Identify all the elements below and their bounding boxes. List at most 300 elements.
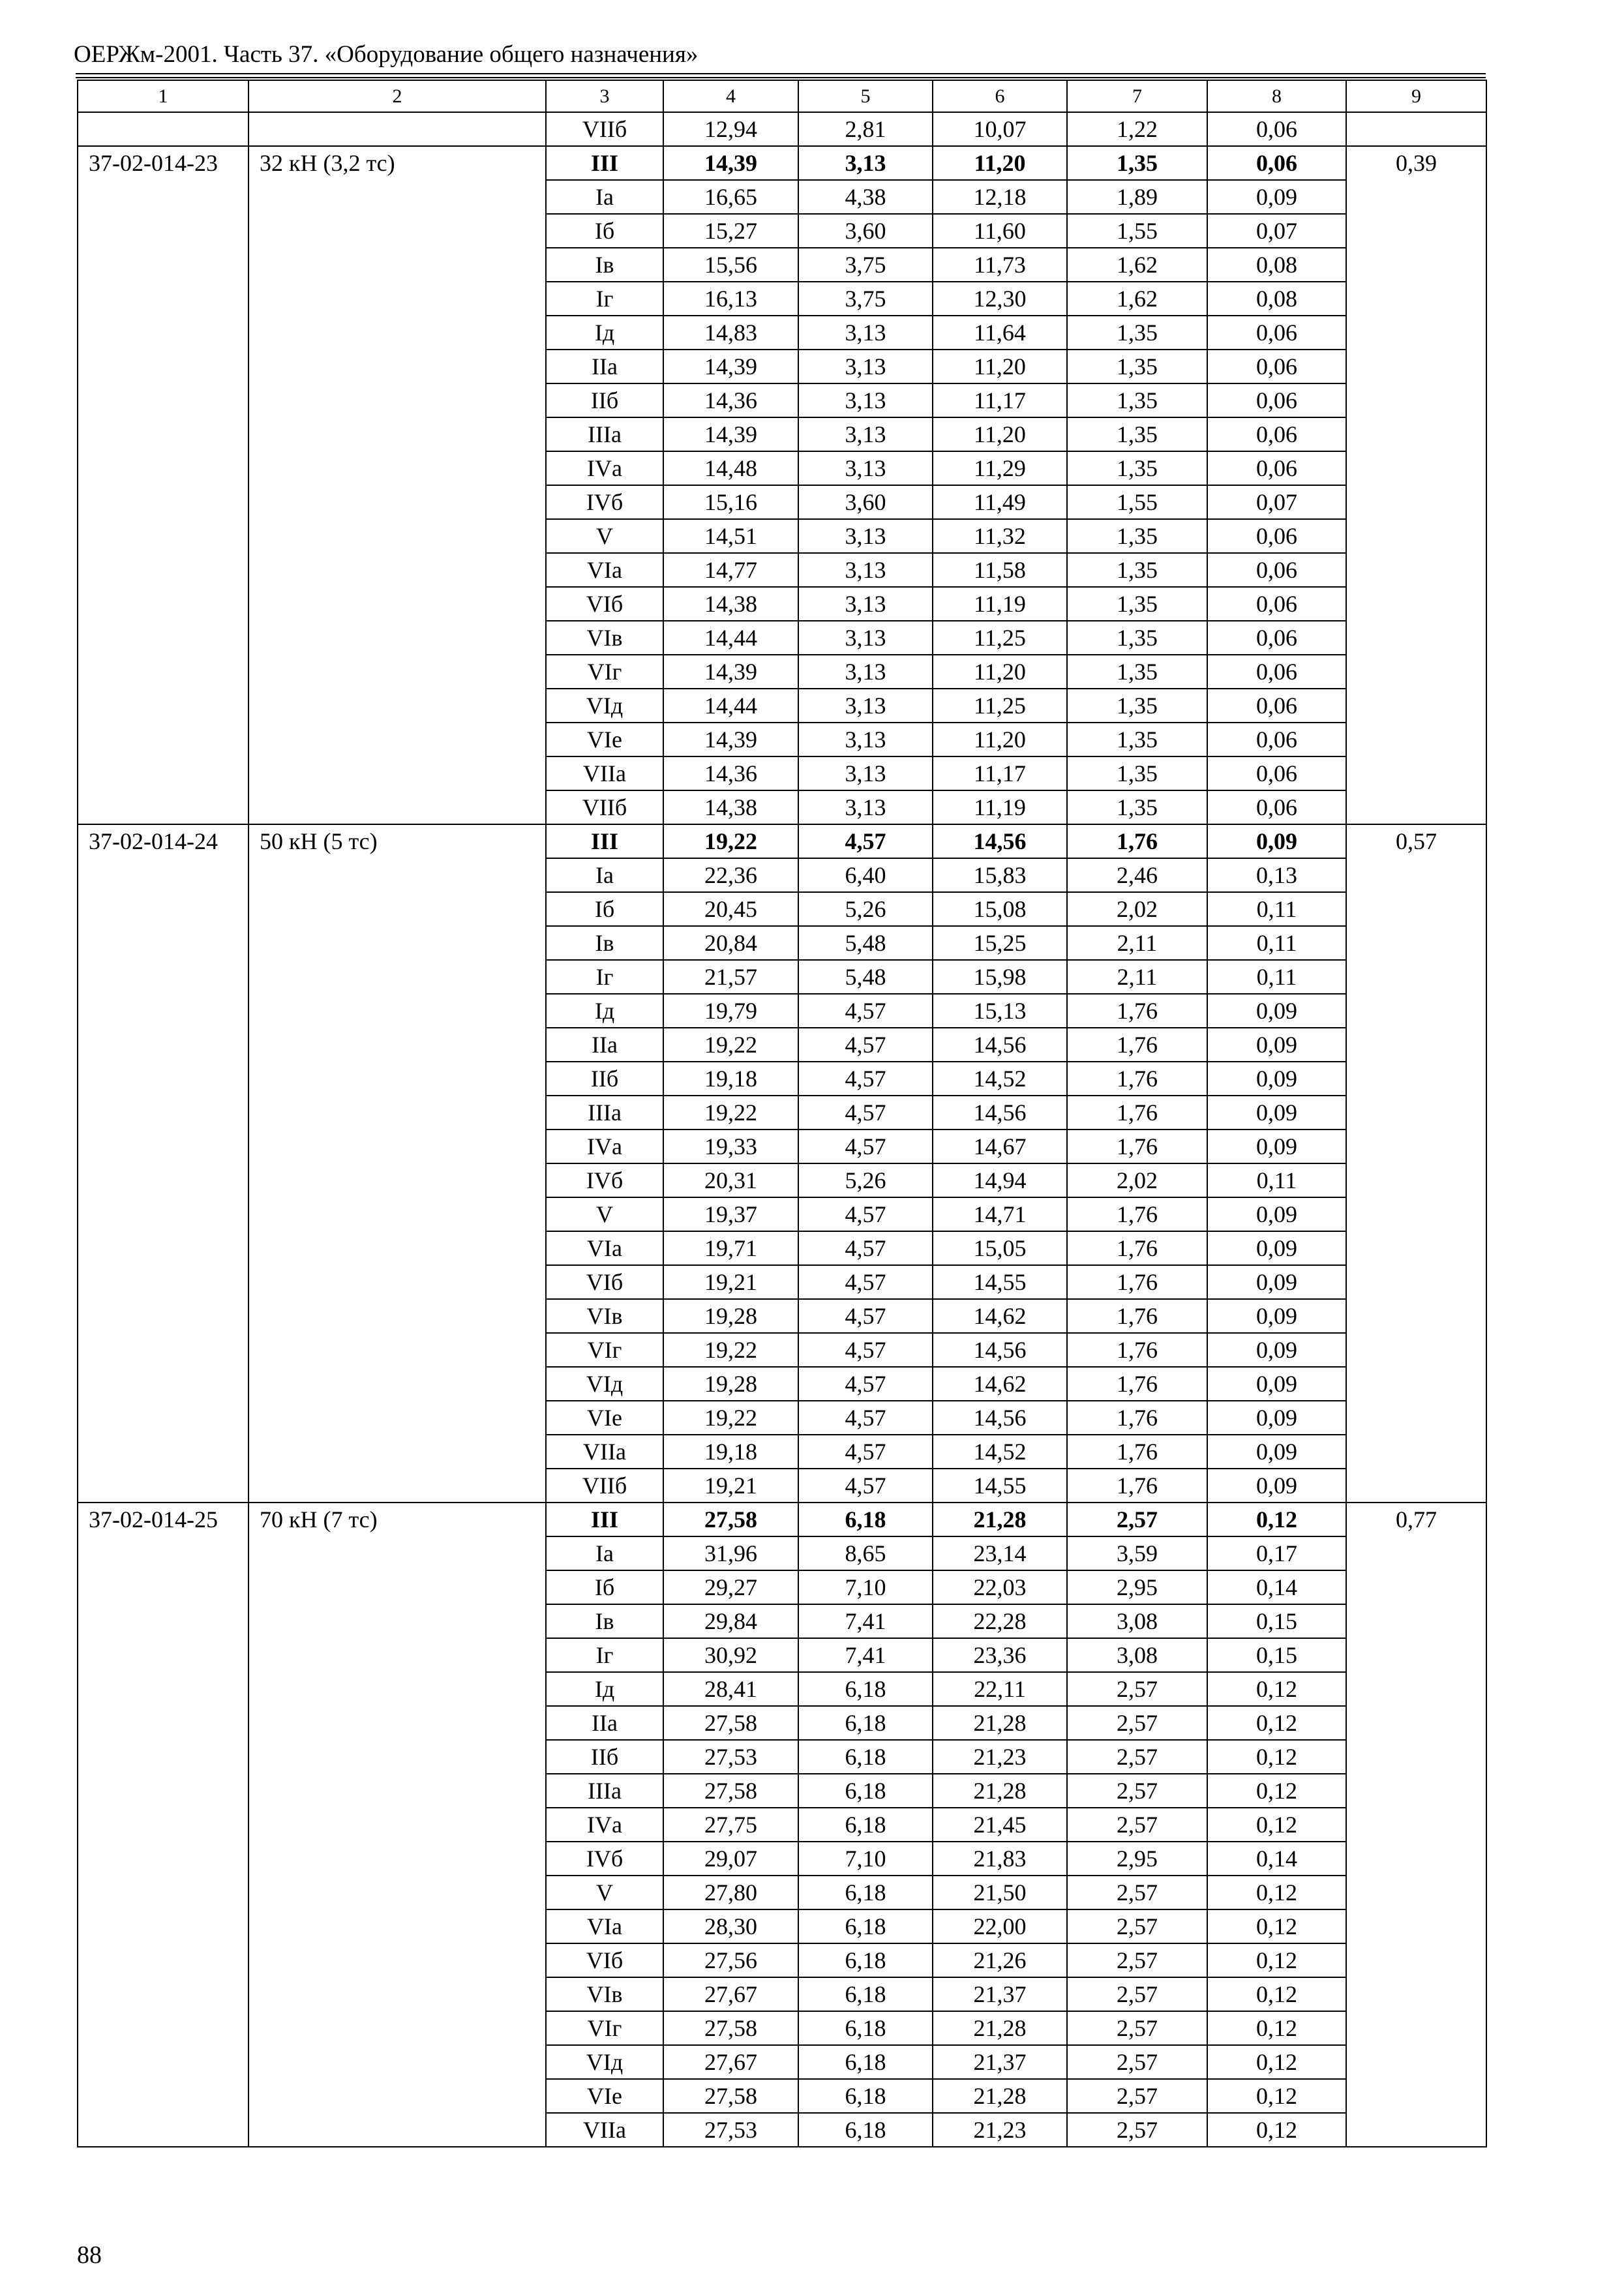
value-cell: 4,57 (798, 1333, 933, 1367)
header-rule-second (76, 77, 1486, 78)
value-cell: 19,79 (663, 994, 798, 1028)
zone-cell: VIб (546, 1943, 663, 1977)
value-cell: 1,55 (1067, 214, 1207, 248)
value-cell: 3,13 (798, 553, 933, 587)
zone-cell: Iд (546, 316, 663, 350)
value-cell: 1,76 (1067, 1367, 1207, 1401)
value-cell: 14,48 (663, 451, 798, 485)
zone-cell: Iб (546, 1570, 663, 1604)
value-cell: 1,76 (1067, 824, 1207, 858)
value-cell: 14,94 (933, 1163, 1067, 1197)
value-cell: 21,37 (933, 1977, 1067, 2011)
value-cell: 14,51 (663, 519, 798, 553)
value-cell: 27,80 (663, 1876, 798, 1909)
value-cell: 2,81 (798, 112, 933, 146)
value-cell: 1,76 (1067, 1130, 1207, 1163)
zone-cell: Iа (546, 180, 663, 214)
value-cell: 14,39 (663, 655, 798, 689)
value-cell: 14,39 (663, 417, 798, 451)
value-cell: 2,57 (1067, 1808, 1207, 1842)
column-number: 6 (933, 80, 1067, 112)
value-cell: 22,00 (933, 1909, 1067, 1943)
value-cell: 6,18 (798, 1876, 933, 1909)
zone-cell: VIе (546, 2079, 663, 2113)
value-cell: 0,06 (1207, 621, 1346, 655)
value-cell: 11,20 (933, 417, 1067, 451)
value-cell: 4,57 (798, 1197, 933, 1231)
value-cell: 10,07 (933, 112, 1067, 146)
value-cell: 7,41 (798, 1604, 933, 1638)
zone-cell: Iд (546, 994, 663, 1028)
value-cell: 2,57 (1067, 2079, 1207, 2113)
value-cell: 11,25 (933, 621, 1067, 655)
value-cell: 3,75 (798, 248, 933, 282)
value-cell: 0,09 (1207, 1401, 1346, 1435)
zone-cell: IIб (546, 1740, 663, 1774)
value-cell: 19,18 (663, 1062, 798, 1096)
value-cell: 14,56 (933, 1028, 1067, 1062)
value-cell: 3,13 (798, 723, 933, 756)
value-cell: 11,20 (933, 723, 1067, 756)
value-cell: 0,12 (1207, 2011, 1346, 2045)
zone-cell: IVа (546, 451, 663, 485)
value-cell: 0,12 (1207, 2113, 1346, 2147)
zone-cell: Iа (546, 1536, 663, 1570)
value-cell: 12,94 (663, 112, 798, 146)
value-cell: 15,13 (933, 994, 1067, 1028)
value-cell: 3,13 (798, 689, 933, 723)
value-cell: 27,67 (663, 1977, 798, 2011)
value-cell: 5,26 (798, 892, 933, 926)
value-cell: 14,55 (933, 1265, 1067, 1299)
value-cell: 27,56 (663, 1943, 798, 1977)
value-cell: 29,84 (663, 1604, 798, 1638)
value-cell: 0,06 (1207, 519, 1346, 553)
value-cell: 27,75 (663, 1808, 798, 1842)
position-name: 32 кН (3,2 тс) (248, 146, 546, 824)
name-cell (248, 112, 546, 146)
zone-cell: IVб (546, 485, 663, 519)
value-cell: 3,13 (798, 451, 933, 485)
zone-cell: IIIа (546, 1096, 663, 1130)
zone-cell: VIIа (546, 2113, 663, 2147)
zone-cell: IIб (546, 1062, 663, 1096)
value-cell: 4,57 (798, 1096, 933, 1130)
value-cell: 0,06 (1207, 112, 1346, 146)
value-cell: 2,57 (1067, 2011, 1207, 2045)
zone-cell: VIг (546, 655, 663, 689)
position-code: 37-02-014-24 (78, 824, 248, 1503)
value-cell: 11,29 (933, 451, 1067, 485)
value-cell: 22,36 (663, 858, 798, 892)
value-cell: 1,89 (1067, 180, 1207, 214)
zone-cell: V (546, 519, 663, 553)
zone-cell: IIа (546, 1706, 663, 1740)
value-cell: 21,50 (933, 1876, 1067, 1909)
zone-cell: VIIа (546, 756, 663, 790)
value-cell: 29,07 (663, 1842, 798, 1876)
zone-cell: VIа (546, 1231, 663, 1265)
value-cell: 1,35 (1067, 316, 1207, 350)
value-cell: 4,38 (798, 180, 933, 214)
value-cell: 21,28 (933, 1706, 1067, 1740)
value-cell: 11,19 (933, 587, 1067, 621)
value-cell: 0,09 (1207, 180, 1346, 214)
value-cell: 3,13 (798, 417, 933, 451)
value-cell: 11,32 (933, 519, 1067, 553)
value-cell: 6,18 (798, 1672, 933, 1706)
value-cell: 2,57 (1067, 1876, 1207, 1909)
value-cell: 12,18 (933, 180, 1067, 214)
value-cell: 21,28 (933, 1774, 1067, 1808)
value-cell: 7,10 (798, 1570, 933, 1604)
value-cell: 0,09 (1207, 1197, 1346, 1231)
value-cell: 4,57 (798, 1367, 933, 1401)
zone-cell: Iв (546, 1604, 663, 1638)
page-header: ОЕРЖм-2001. Часть 37. «Оборудование общего назначения» (74, 41, 699, 68)
value-cell: 2,57 (1067, 1503, 1207, 1536)
value-cell: 0,12 (1207, 1503, 1346, 1536)
position-name: 70 кН (7 тс) (248, 1503, 546, 2147)
value-cell: 14,38 (663, 790, 798, 824)
zone-cell: VIг (546, 1333, 663, 1367)
zone-cell: VIб (546, 587, 663, 621)
zone-cell: VIд (546, 2045, 663, 2079)
position-name: 50 кН (5 тс) (248, 824, 546, 1503)
zone-cell: VIв (546, 1299, 663, 1333)
value-cell: 11,20 (933, 655, 1067, 689)
value-cell: 6,18 (798, 2011, 933, 2045)
column-number: 8 (1207, 80, 1346, 112)
value-cell: 0,14 (1207, 1570, 1346, 1604)
col9-cell: 0,57 (1346, 824, 1486, 1503)
value-cell: 4,57 (798, 1265, 933, 1299)
value-cell: 31,96 (663, 1536, 798, 1570)
value-cell: 14,44 (663, 621, 798, 655)
value-cell: 14,52 (933, 1435, 1067, 1469)
value-cell: 0,06 (1207, 587, 1346, 621)
value-cell: 0,08 (1207, 248, 1346, 282)
value-cell: 15,56 (663, 248, 798, 282)
zone-cell: Iб (546, 214, 663, 248)
value-cell: 0,11 (1207, 1163, 1346, 1197)
value-cell: 0,15 (1207, 1638, 1346, 1672)
value-cell: 11,58 (933, 553, 1067, 587)
value-cell: 11,20 (933, 146, 1067, 180)
value-cell: 0,15 (1207, 1604, 1346, 1638)
value-cell: 3,13 (798, 756, 933, 790)
value-cell: 0,06 (1207, 553, 1346, 587)
value-cell: 12,30 (933, 282, 1067, 316)
value-cell: 21,28 (933, 1503, 1067, 1536)
value-cell: 0,09 (1207, 1435, 1346, 1469)
position-code: 37-02-014-25 (78, 1503, 248, 2147)
value-cell: 19,33 (663, 1130, 798, 1163)
value-cell: 14,36 (663, 383, 798, 417)
value-cell: 19,71 (663, 1231, 798, 1265)
value-cell: 4,57 (798, 1062, 933, 1096)
value-cell: 14,56 (933, 1401, 1067, 1435)
zone-cell: VIIб (546, 112, 663, 146)
value-cell: 0,12 (1207, 1943, 1346, 1977)
value-cell: 19,22 (663, 1096, 798, 1130)
column-number: 7 (1067, 80, 1207, 112)
value-cell: 21,28 (933, 2011, 1067, 2045)
value-cell: 2,95 (1067, 1842, 1207, 1876)
value-cell: 30,92 (663, 1638, 798, 1672)
value-cell: 1,35 (1067, 417, 1207, 451)
value-cell: 29,27 (663, 1570, 798, 1604)
value-cell: 11,60 (933, 214, 1067, 248)
rates-table (77, 80, 1487, 2147)
value-cell: 1,76 (1067, 1096, 1207, 1130)
value-cell: 0,07 (1207, 214, 1346, 248)
value-cell: 19,21 (663, 1469, 798, 1503)
zone-cell: IIIа (546, 417, 663, 451)
value-cell: 0,06 (1207, 417, 1346, 451)
table-row (78, 146, 1486, 180)
value-cell: 1,35 (1067, 350, 1207, 383)
value-cell: 14,56 (933, 1096, 1067, 1130)
value-cell: 20,84 (663, 926, 798, 960)
code-cell (78, 112, 248, 146)
value-cell: 21,45 (933, 1808, 1067, 1842)
col9-cell: 0,77 (1346, 1503, 1486, 2147)
value-cell: 19,22 (663, 1401, 798, 1435)
value-cell: 22,11 (933, 1672, 1067, 1706)
value-cell: 1,76 (1067, 1435, 1207, 1469)
header-rule (76, 73, 1486, 74)
value-cell: 14,77 (663, 553, 798, 587)
value-cell: 2,46 (1067, 858, 1207, 892)
continuation-row (78, 112, 1486, 146)
value-cell: 0,09 (1207, 1231, 1346, 1265)
value-cell: 27,58 (663, 1503, 798, 1536)
value-cell: 0,06 (1207, 146, 1346, 180)
zone-cell: Iб (546, 892, 663, 926)
value-cell: 2,02 (1067, 892, 1207, 926)
value-cell: 20,45 (663, 892, 798, 926)
value-cell: 0,09 (1207, 1096, 1346, 1130)
value-cell: 3,13 (798, 316, 933, 350)
value-cell: 0,09 (1207, 1130, 1346, 1163)
value-cell: 14,62 (933, 1299, 1067, 1333)
value-cell: 4,57 (798, 1028, 933, 1062)
value-cell: 19,28 (663, 1367, 798, 1401)
value-cell: 0,17 (1207, 1536, 1346, 1570)
value-cell: 14,56 (933, 1333, 1067, 1367)
zone-cell: III (546, 1503, 663, 1536)
value-cell: 20,31 (663, 1163, 798, 1197)
zone-cell: V (546, 1876, 663, 1909)
value-cell: 22,28 (933, 1604, 1067, 1638)
value-cell: 28,30 (663, 1909, 798, 1943)
value-cell: 11,73 (933, 248, 1067, 282)
value-cell: 0,06 (1207, 383, 1346, 417)
value-cell: 0,09 (1207, 1028, 1346, 1062)
value-cell: 3,13 (798, 621, 933, 655)
value-cell: 14,39 (663, 146, 798, 180)
value-cell: 0,06 (1207, 655, 1346, 689)
value-cell: 0,11 (1207, 892, 1346, 926)
value-cell: 1,76 (1067, 1028, 1207, 1062)
value-cell: 11,20 (933, 350, 1067, 383)
value-cell: 1,35 (1067, 553, 1207, 587)
value-cell: 0,09 (1207, 1299, 1346, 1333)
value-cell: 7,10 (798, 1842, 933, 1876)
value-cell: 0,06 (1207, 756, 1346, 790)
value-cell: 0,09 (1207, 1469, 1346, 1503)
value-cell: 0,06 (1207, 451, 1346, 485)
zone-cell: VIе (546, 1401, 663, 1435)
value-cell: 3,08 (1067, 1638, 1207, 1672)
value-cell: 3,13 (798, 383, 933, 417)
value-cell: 1,35 (1067, 519, 1207, 553)
value-cell: 27,53 (663, 2113, 798, 2147)
value-cell: 6,18 (798, 1977, 933, 2011)
value-cell: 0,06 (1207, 316, 1346, 350)
table-row (78, 824, 1486, 858)
value-cell: 27,58 (663, 1774, 798, 1808)
value-cell: 21,23 (933, 2113, 1067, 2147)
value-cell: 0,12 (1207, 1672, 1346, 1706)
value-cell: 27,67 (663, 2045, 798, 2079)
value-cell: 1,76 (1067, 994, 1207, 1028)
value-cell: 5,48 (798, 926, 933, 960)
zone-cell: VIIб (546, 790, 663, 824)
value-cell: 27,58 (663, 1706, 798, 1740)
col9-cell (1346, 112, 1486, 146)
value-cell: 19,21 (663, 1265, 798, 1299)
value-cell: 15,83 (933, 858, 1067, 892)
zone-cell: VIа (546, 553, 663, 587)
value-cell: 14,67 (933, 1130, 1067, 1163)
column-number: 5 (798, 80, 933, 112)
column-number: 3 (546, 80, 663, 112)
zone-cell: IIб (546, 383, 663, 417)
value-cell: 2,57 (1067, 1774, 1207, 1808)
value-cell: 5,26 (798, 1163, 933, 1197)
value-cell: 1,76 (1067, 1197, 1207, 1231)
value-cell: 1,35 (1067, 383, 1207, 417)
value-cell: 11,19 (933, 790, 1067, 824)
value-cell: 6,18 (798, 1740, 933, 1774)
zone-cell: V (546, 1197, 663, 1231)
value-cell: 0,06 (1207, 689, 1346, 723)
value-cell: 4,57 (798, 994, 933, 1028)
value-cell: 1,62 (1067, 282, 1207, 316)
value-cell: 0,12 (1207, 2079, 1346, 2113)
zone-cell: VIд (546, 1367, 663, 1401)
column-number: 4 (663, 80, 798, 112)
value-cell: 28,41 (663, 1672, 798, 1706)
value-cell: 19,22 (663, 1333, 798, 1367)
value-cell: 15,08 (933, 892, 1067, 926)
value-cell: 2,11 (1067, 926, 1207, 960)
value-cell: 21,23 (933, 1740, 1067, 1774)
value-cell: 6,18 (798, 2045, 933, 2079)
value-cell: 6,18 (798, 1909, 933, 1943)
value-cell: 21,83 (933, 1842, 1067, 1876)
value-cell: 11,64 (933, 316, 1067, 350)
value-cell: 2,57 (1067, 1706, 1207, 1740)
value-cell: 0,09 (1207, 824, 1346, 858)
column-number-row (78, 80, 1486, 112)
value-cell: 4,57 (798, 1435, 933, 1469)
value-cell: 0,08 (1207, 282, 1346, 316)
zone-cell: IIа (546, 350, 663, 383)
zone-cell: III (546, 146, 663, 180)
value-cell: 1,35 (1067, 790, 1207, 824)
column-number: 1 (78, 80, 248, 112)
value-cell: 14,52 (933, 1062, 1067, 1096)
value-cell: 4,57 (798, 1231, 933, 1265)
value-cell: 6,18 (798, 1943, 933, 1977)
value-cell: 14,36 (663, 756, 798, 790)
value-cell: 1,76 (1067, 1333, 1207, 1367)
value-cell: 19,28 (663, 1299, 798, 1333)
value-cell: 4,57 (798, 1130, 933, 1163)
value-cell: 4,57 (798, 1401, 933, 1435)
value-cell: 6,18 (798, 1808, 933, 1842)
zone-cell: VIд (546, 689, 663, 723)
zone-cell: Iд (546, 1672, 663, 1706)
zone-cell: IIIа (546, 1774, 663, 1808)
value-cell: 2,02 (1067, 1163, 1207, 1197)
value-cell: 15,27 (663, 214, 798, 248)
value-cell: 19,22 (663, 1028, 798, 1062)
page-number: 88 (77, 2241, 102, 2269)
value-cell: 3,13 (798, 519, 933, 553)
value-cell: 0,09 (1207, 1062, 1346, 1096)
value-cell: 16,13 (663, 282, 798, 316)
zone-cell: VIг (546, 2011, 663, 2045)
zone-cell: VIв (546, 621, 663, 655)
value-cell: 3,13 (798, 587, 933, 621)
value-cell: 21,57 (663, 960, 798, 994)
value-cell: 23,36 (933, 1638, 1067, 1672)
value-cell: 0,06 (1207, 723, 1346, 756)
zone-cell: IIа (546, 1028, 663, 1062)
value-cell: 14,39 (663, 723, 798, 756)
value-cell: 0,09 (1207, 994, 1346, 1028)
value-cell: 1,76 (1067, 1469, 1207, 1503)
zone-cell: Iв (546, 926, 663, 960)
zone-cell: VIб (546, 1265, 663, 1299)
value-cell: 2,57 (1067, 2045, 1207, 2079)
value-cell: 1,76 (1067, 1265, 1207, 1299)
value-cell: 2,57 (1067, 2113, 1207, 2147)
value-cell: 2,57 (1067, 1672, 1207, 1706)
zone-cell: Iг (546, 1638, 663, 1672)
value-cell: 15,25 (933, 926, 1067, 960)
zone-cell: Iг (546, 282, 663, 316)
value-cell: 0,09 (1207, 1333, 1346, 1367)
value-cell: 2,57 (1067, 1909, 1207, 1943)
value-cell: 21,26 (933, 1943, 1067, 1977)
value-cell: 1,35 (1067, 756, 1207, 790)
value-cell: 1,35 (1067, 689, 1207, 723)
value-cell: 14,55 (933, 1469, 1067, 1503)
value-cell: 0,06 (1207, 790, 1346, 824)
value-cell: 6,40 (798, 858, 933, 892)
value-cell: 6,18 (798, 1706, 933, 1740)
value-cell: 14,44 (663, 689, 798, 723)
value-cell: 0,07 (1207, 485, 1346, 519)
zone-cell: VIа (546, 1909, 663, 1943)
value-cell: 4,57 (798, 824, 933, 858)
column-number: 2 (248, 80, 546, 112)
